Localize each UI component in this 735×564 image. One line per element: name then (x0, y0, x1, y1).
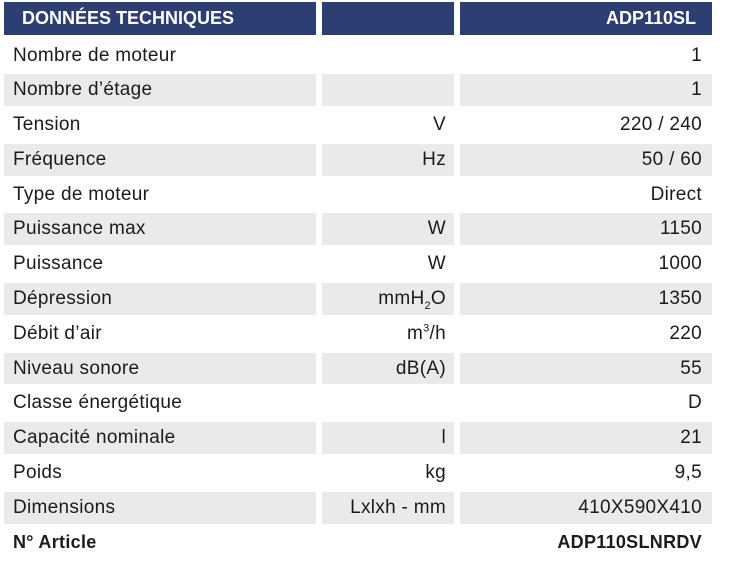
header-model: ADP110SL (460, 2, 712, 35)
spec-unit (322, 318, 454, 350)
spec-unit (322, 283, 454, 315)
article-row (0, 525, 735, 560)
spec-unit: V (433, 114, 446, 136)
spec-label: Dépression (4, 283, 316, 315)
spec-unit (322, 40, 454, 72)
spec-unit: W (322, 213, 454, 245)
table-row (0, 142, 735, 177)
unit-subscript: 2 (424, 299, 431, 312)
spec-unit (322, 387, 454, 419)
spec-label: Puissance max (4, 213, 316, 245)
unit-superscript: 3 (423, 322, 430, 335)
table-row (0, 73, 735, 108)
spec-label: Fréquence (4, 144, 316, 176)
spec-label: Type de moteur (13, 183, 150, 205)
header-title: DONNÉES TECHNIQUES (4, 2, 316, 35)
table-row (0, 316, 735, 351)
spec-label: Puissance (13, 253, 104, 275)
table-row (0, 351, 735, 386)
spec-unit: kg (425, 462, 446, 484)
spec-label: Dimensions (4, 492, 316, 524)
spec-label: Poids (13, 462, 63, 484)
table-row (0, 386, 735, 421)
spec-label: Nombre d’étage (4, 74, 316, 106)
table-row (0, 212, 735, 247)
spec-unit: Hz (322, 144, 454, 176)
spec-value: 220 (669, 322, 702, 344)
spec-label: Nombre de moteur (13, 44, 177, 66)
table-row (0, 38, 735, 73)
spec-unit: dB(A) (322, 353, 454, 385)
spec-label: Débit d’air (13, 322, 102, 344)
article-number: ADP110SLNRDV (557, 531, 702, 552)
unit-base: mmH (378, 288, 425, 310)
table-row (0, 108, 735, 143)
spec-value: 1 (460, 74, 712, 106)
spec-unit: W (427, 253, 446, 275)
table-row (0, 456, 735, 491)
spec-label: Niveau sonore (4, 353, 316, 385)
table-row (0, 177, 735, 212)
spec-unit (322, 179, 454, 211)
spec-value: 1150 (460, 213, 712, 245)
spec-value: D (687, 392, 702, 414)
spec-value: 1000 (658, 253, 702, 275)
spec-value: 410X590X410 (460, 492, 712, 524)
table-row (0, 247, 735, 282)
spec-table (0, 38, 735, 560)
spec-label: Tension (13, 114, 81, 136)
table-row (0, 490, 735, 525)
table-row (0, 282, 735, 317)
unit-tail: /h (429, 322, 446, 344)
spec-unit: l (322, 422, 454, 454)
unit-base: m (406, 322, 424, 344)
spec-label: Classe énergétique (13, 392, 183, 414)
spec-value: 1 (691, 44, 702, 66)
unit-tail: O (430, 288, 446, 310)
spec-value: Direct (650, 183, 702, 205)
spec-value: 55 (460, 353, 712, 385)
spec-value: 21 (460, 422, 712, 454)
spec-value: 1350 (460, 283, 712, 315)
table-row (0, 421, 735, 456)
spec-value: 9,5 (674, 462, 702, 484)
spec-label: Capacité nominale (4, 422, 316, 454)
spec-unit: Lxlxh - mm (322, 492, 454, 524)
spec-value: 220 / 240 (620, 114, 702, 136)
header-unit-column (322, 2, 454, 35)
article-label: N° Article (13, 531, 97, 552)
spec-value: 50 / 60 (460, 144, 712, 176)
spec-unit (322, 74, 454, 106)
